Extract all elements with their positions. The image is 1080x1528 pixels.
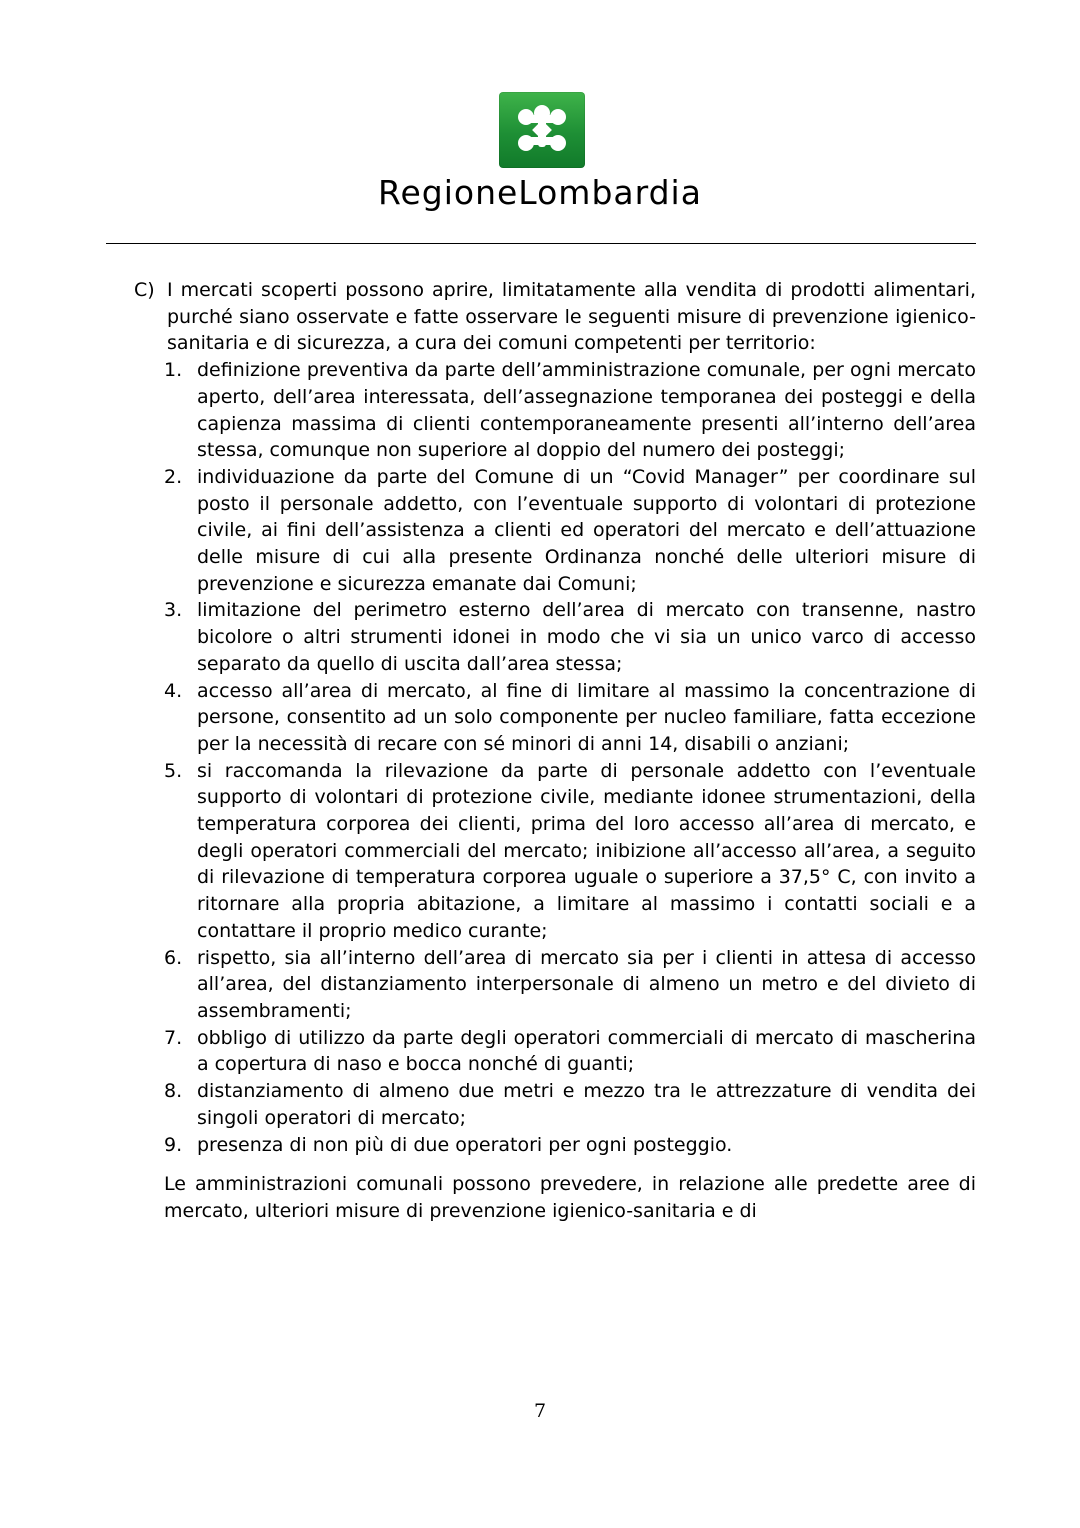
list-item xyxy=(164,1025,976,1078)
list-item-number: 9. xyxy=(164,1133,183,1156)
list-item xyxy=(164,1078,976,1131)
section-c xyxy=(134,277,976,1158)
list-item xyxy=(164,357,976,464)
list-item-text: distanziamento di almeno due metri e mezzo tra le attrezzature di vendita dei singoli operatori di mercato; xyxy=(197,1080,976,1129)
header-divider xyxy=(106,243,976,244)
document-body xyxy=(134,277,976,1225)
list-item-number: 4. xyxy=(164,679,183,702)
measures-list xyxy=(164,357,976,1158)
list-item-number: 3. xyxy=(164,599,183,622)
list-item-number: 8. xyxy=(164,1080,183,1103)
closing-paragraph: Le amministrazioni comunali possono prevedere, in relazione alle predette aree di mercato, ulteriori misure di prevenzione igienico-sanitaria e di xyxy=(164,1173,976,1222)
regione-lombardia-logo-icon xyxy=(499,92,585,168)
brand-name: RegioneLombardia xyxy=(378,173,702,212)
list-item-text: si raccomanda la rilevazione da parte di personale addetto con l’eventuale supporto di volontari di protezione civile, mediante idonee strumentazioni, della temperatura corporea dei clienti, prima del loro accesso all’area di mercato, e degli operatori commerciali del mercato; inibizione all’accesso all’area, a seguito di rilevazione di temperatura corporea uguale o superiore a 37,5° C, con invito a ritornare alla propria abitazione, a limitare al massimo i contatti sociali e a contattare il proprio medico curante; xyxy=(197,759,976,942)
list-item-text: accesso all’area di mercato, al fine di limitare al massimo la concentrazione di persone, consentito ad un solo componente per nucleo familiare, fatta eccezione per la necessità di recare con sé minori di anni 14, disabili o anziani; xyxy=(197,679,976,755)
page-number: 7 xyxy=(533,1400,547,1422)
list-item-number: 1. xyxy=(164,359,183,382)
list-item-number: 5. xyxy=(164,759,183,782)
list-item-text: definizione preventiva da parte dell’amministrazione comunale, per ogni mercato aperto, dell’area interessata, dell’assegnazione temporanea dei posteggi e della capienza massima di clienti contemporaneamente presenti all’interno dell’area stessa, comunque non superiore al doppio del numero dei posteggi; xyxy=(197,359,976,462)
list-item xyxy=(164,678,976,758)
list-item-text: presenza di non più di due operatori per ogni posteggio. xyxy=(197,1133,733,1156)
list-item-text: rispetto, sia all’interno dell’area di mercato sia per i clienti in attesa di accesso all’area, del distanziamento interpersonale di almeno un metro e del divieto di assembramenti; xyxy=(197,946,976,1022)
list-item-number: 7. xyxy=(164,1026,183,1049)
list-item-number: 6. xyxy=(164,946,183,969)
list-item-text: limitazione del perimetro esterno dell’area di mercato con transenne, nastro bicolore o altri strumenti idonei in modo che vi sia un unico varco di accesso separato da quello di uscita dall’area stessa; xyxy=(197,599,976,675)
list-item-text: individuazione da parte del Comune di un “Covid Manager” per coordinare sul posto il personale addetto, con l’eventuale supporto di volontari di protezione civile, ai fini dell’assistenza a clienti ed operatori del mercato e dell’attuazione delle misure di cui alla presente Ordinanza nonché delle ulteriori misure di prevenzione e sicurezza emanate dai Comuni; xyxy=(197,465,976,595)
list-item xyxy=(164,597,976,677)
list-item xyxy=(164,464,976,598)
section-intro: I mercati scoperti possono aprire, limitatamente alla vendita di prodotti alimentari, purché siano osservate e fatte osservare le seguenti misure di prevenzione igienico-sanitaria e di sicurezza, a cura dei comuni competenti per territorio: xyxy=(167,279,976,355)
list-item-number: 2. xyxy=(164,465,183,488)
list-item-text: obbligo di utilizzo da parte degli operatori commerciali di mercato di mascherina a copertura di naso e bocca nonché di guanti; xyxy=(197,1026,976,1076)
rosa-camuna-icon xyxy=(499,92,585,168)
list-item xyxy=(164,758,976,945)
section-label: C) xyxy=(134,279,155,301)
list-item xyxy=(164,1132,976,1159)
list-item xyxy=(164,945,976,1025)
